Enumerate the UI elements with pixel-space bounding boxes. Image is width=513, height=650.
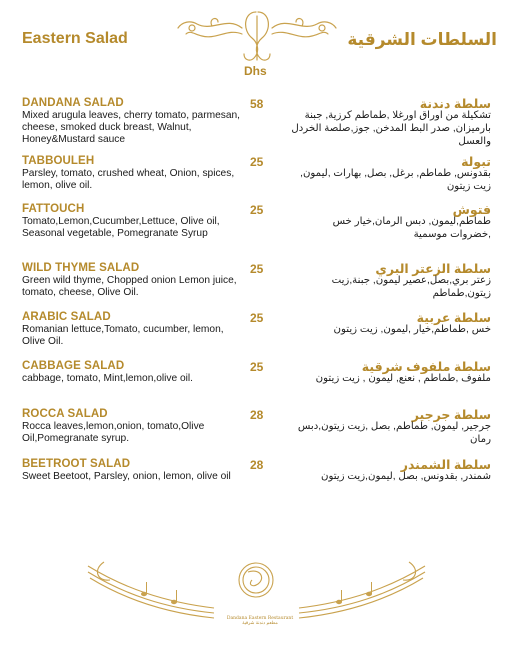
item-price: 28 [250,408,264,422]
item-description-english: Tomato,Lemon,Cucumber,Lettuce, Olive oil, Seasonal vegetable, Pomegranate Syrup [22,216,220,240]
currency-label: Dhs [244,64,267,78]
item-name-english: ROCCA SALAD [22,408,108,420]
item-price: 25 [250,203,264,217]
item-description-arabic: زعتر بري,بصل,عصير ليمون, جبنة,زيت زيتون,طماطم [331,275,491,299]
brand-name-arabic: مطعم دندنة شرقية [242,621,278,626]
item-name-arabic: سلطة جرجير [411,408,491,422]
item-description-arabic: جرجير, ليمون, طماطم, بصل ,زيت زيتون,دبس رمان [297,421,491,445]
item-description-english: Rocca leaves,lemon,onion, tomato,Olive Oil,Pomegranate syrup. [22,421,205,445]
item-description-arabic: خس ,طماطم,خيار ,ليمون, زيت زيتون [333,324,491,335]
item-name-english: ARABIC SALAD [22,311,111,323]
item-description-english: Mixed arugula leaves, cherry tomato, parmesan, cheese, smoked duck breast, Walnut, Honey&Mustard sauce [22,110,241,146]
item-name-english: DANDANA SALAD [22,97,124,109]
item-name-english: TABBOULEH [22,155,95,167]
item-name-arabic: سلطة ملفوف شرقية [361,360,491,374]
page-title-english: Eastern Salad [22,30,128,47]
item-name-english: WILD THYME SALAD [22,262,140,274]
item-description-arabic: شمندر, بقدونس, بصل ,ليمون,زيت زيتون [320,471,491,482]
item-description-arabic: تشكيلة من اوراق اورغلا ,طماطم كرزية, جبنة بارميزان, صدر البط المدخن, جوز,صلصة الخردل والعسل [291,110,491,147]
item-description-arabic: ملفوف ,طماطم , نعنع, ليمون , زيت زيتون [315,373,491,384]
item-name-arabic: فتوش [452,203,491,217]
item-description-english: Romanian lettuce,Tomato, cucumber, lemon, Olive Oil. [22,324,224,348]
item-price: 25 [250,311,264,325]
brand-name-english: Dandana Eastern Restaurant [226,616,294,621]
item-name-arabic: سلطة الشمندر [400,458,491,472]
item-name-english: CABBAGE SALAD [22,360,125,372]
item-price: 28 [250,458,264,472]
item-name-arabic: سلطة دندنة [419,97,491,111]
item-description-english: Sweet Beetoot, Parsley, onion, lemon, olive oil [22,471,231,482]
item-description-arabic: طماطم,ليمون, دبس الرمان,خيار خس ,خضروات موسمية [332,216,491,240]
page-title-arabic: السلطات الشرقية [347,30,497,49]
ornament-crest-icon [172,6,342,68]
item-price: 25 [250,262,264,276]
item-description-english: Green wild thyme, Chopped onion Lemon juice, tomato, cheese, Olive Oil. [22,275,237,299]
item-description-arabic: بقدونس, طماطم, برغل, بصل, بهارات ,ليمون, زيت زيتون [300,168,491,192]
item-name-arabic: سلطة عربية [416,311,491,325]
brand-tagline [200,616,320,626]
item-description-english: cabbage, tomato, Mint,lemon,olive oil. [22,373,194,384]
item-price: 58 [250,97,264,111]
item-name-arabic: سلطة الزعتر البري [375,262,491,276]
item-price: 25 [250,360,264,374]
item-description-english: Parsley, tomato, crushed wheat, Onion, spices, lemon, olive oil. [22,168,235,192]
item-name-english: BEETROOT SALAD [22,458,131,470]
item-price: 25 [250,155,264,169]
item-name-arabic: تبولة [461,155,491,169]
item-name-english: FATTOUCH [22,203,85,215]
